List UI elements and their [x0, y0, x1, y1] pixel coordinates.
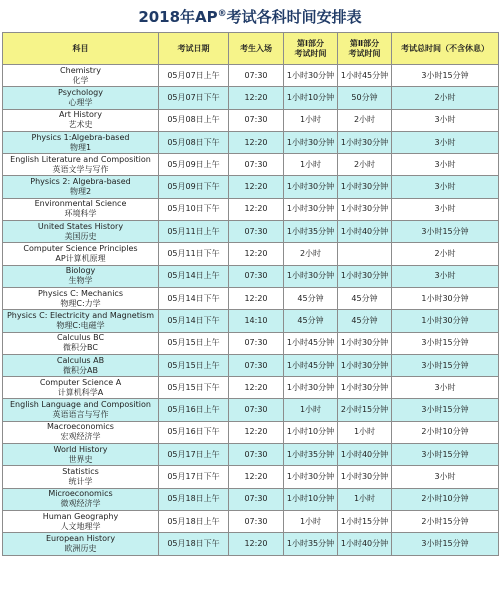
table-row — [3, 176, 499, 198]
subject-english: Physics C: Electricity and Magnetism — [6, 310, 155, 320]
subject-english: Psychology — [58, 87, 103, 97]
table-row — [3, 533, 499, 555]
subject-chinese: 物理C:电磁学 — [56, 320, 105, 330]
total-time-cell: 3小时 — [392, 154, 499, 176]
entry-time-cell: 07:30 — [229, 332, 284, 354]
total-time-cell: 1小时30分钟 — [392, 287, 499, 309]
subject-english: Physics 1:Algebra-based — [31, 132, 130, 142]
subject-english: Physics 2: Algebra-based — [30, 177, 131, 187]
subject-chinese: 世界史 — [68, 454, 93, 464]
part2-time-cell: 50分钟 — [338, 87, 392, 109]
subject-cell — [3, 399, 159, 421]
exam-date-cell: 05月14日下午 — [159, 287, 229, 309]
exam-date-cell: 05月16日下午 — [159, 421, 229, 443]
page-title — [0, 0, 500, 28]
exam-date-cell: 05月09日上午 — [159, 154, 229, 176]
subject-chinese: AP计算机原理 — [55, 254, 106, 264]
exam-date-cell: 05月08日下午 — [159, 131, 229, 153]
table-row — [3, 131, 499, 153]
total-time-cell: 3小时 — [392, 176, 499, 198]
total-time-cell: 3小时 — [392, 198, 499, 220]
subject-english: Macroeconomics — [47, 422, 114, 432]
entry-time-cell: 12:20 — [229, 377, 284, 399]
entry-time-cell: 07:30 — [229, 354, 284, 376]
header-row — [3, 33, 499, 65]
exam-date-cell: 05月14日上午 — [159, 265, 229, 287]
part2-time-cell: 1小时45分钟 — [338, 65, 392, 87]
subject-cell — [3, 87, 159, 109]
entry-time-cell: 07:30 — [229, 154, 284, 176]
subject-chinese: 微积分AB — [63, 365, 98, 375]
total-time-cell: 1小时30分钟 — [392, 310, 499, 332]
table-row — [3, 466, 499, 488]
part1-time-cell: 45分钟 — [284, 310, 338, 332]
exam-date-cell: 05月16日上午 — [159, 399, 229, 421]
subject-chinese: 英语文学与写作 — [52, 164, 109, 174]
subject-cell — [3, 131, 159, 153]
part2-time-cell: 1小时15分钟 — [338, 510, 392, 532]
table-row — [3, 221, 499, 243]
exam-date-cell: 05月15日上午 — [159, 332, 229, 354]
subject-chinese: 物理C:力学 — [60, 298, 101, 308]
subject-cell — [3, 176, 159, 198]
total-time-cell: 3小时 — [392, 377, 499, 399]
part2-time-cell: 1小时 — [338, 488, 392, 510]
subject-english: Environmental Science — [34, 199, 127, 209]
subject-chinese: 化学 — [72, 75, 89, 85]
subject-english: Art History — [59, 110, 102, 120]
subject-english: World History — [53, 444, 108, 454]
subject-cell — [3, 65, 159, 87]
subject-english: Statistics — [62, 466, 99, 476]
subject-cell — [3, 287, 159, 309]
part1-time-cell: 1小时 — [284, 109, 338, 131]
subject-chinese: 美国历史 — [64, 231, 97, 241]
part1-time-cell: 1小时 — [284, 510, 338, 532]
exam-date-cell: 05月15日上午 — [159, 354, 229, 376]
total-time-cell: 3小时 — [392, 131, 499, 153]
table-row — [3, 109, 499, 131]
part1-time-cell: 1小时 — [284, 154, 338, 176]
entry-time-cell: 07:30 — [229, 221, 284, 243]
part2-time-cell: 1小时30分钟 — [338, 377, 392, 399]
part2-time-cell: 1小时30分钟 — [338, 131, 392, 153]
entry-time-cell: 12:20 — [229, 87, 284, 109]
subject-english: Microeconomics — [48, 489, 113, 499]
exam-date-cell: 05月18日下午 — [159, 533, 229, 555]
subject-cell — [3, 221, 159, 243]
table-row — [3, 421, 499, 443]
exam-date-cell: 05月17日上午 — [159, 444, 229, 466]
subject-cell — [3, 421, 159, 443]
table-row — [3, 87, 499, 109]
table-row — [3, 265, 499, 287]
header-part1: 第Ⅰ部分 考试时间 — [284, 33, 338, 65]
subject-english: Human Geography — [42, 511, 119, 521]
exam-schedule-table — [2, 32, 499, 556]
part2-time-cell — [338, 243, 392, 265]
subject-english: Chemistry — [60, 65, 101, 75]
total-time-cell: 3小时15分钟 — [392, 354, 499, 376]
entry-time-cell: 12:20 — [229, 466, 284, 488]
part1-time-cell: 1小时35分钟 — [284, 533, 338, 555]
title-main: 2018年AP — [138, 8, 218, 26]
exam-date-cell: 05月08日上午 — [159, 109, 229, 131]
subject-english: English Language and Composition — [9, 400, 151, 410]
total-time-cell: 3小时 — [392, 109, 499, 131]
total-time-cell: 2小时10分钟 — [392, 421, 499, 443]
part2-time-cell: 2小时 — [338, 154, 392, 176]
part2-time-cell: 1小时30分钟 — [338, 176, 392, 198]
table-row — [3, 510, 499, 532]
subject-chinese: 环境科学 — [64, 209, 97, 219]
part2-time-cell: 1小时40分钟 — [338, 533, 392, 555]
subject-cell — [3, 444, 159, 466]
part1-time-cell: 1小时35分钟 — [284, 444, 338, 466]
total-time-cell: 3小时15分钟 — [392, 399, 499, 421]
part2-time-cell: 1小时30分钟 — [338, 466, 392, 488]
table-row — [3, 198, 499, 220]
total-time-cell: 3小时 — [392, 265, 499, 287]
part1-time-cell: 1小时10分钟 — [284, 87, 338, 109]
table-row — [3, 488, 499, 510]
title-rest: 考试各科时间安排表 — [226, 8, 362, 26]
part1-time-cell: 1小时30分钟 — [284, 265, 338, 287]
exam-date-cell: 05月07日上午 — [159, 65, 229, 87]
part1-time-cell: 1小时30分钟 — [284, 176, 338, 198]
part2-time-cell: 1小时30分钟 — [338, 198, 392, 220]
exam-date-cell: 05月11日下午 — [159, 243, 229, 265]
total-time-cell: 2小时 — [392, 243, 499, 265]
part1-time-cell: 1小时30分钟 — [284, 466, 338, 488]
subject-chinese: 统计学 — [68, 476, 93, 486]
entry-time-cell: 12:20 — [229, 533, 284, 555]
exam-date-cell: 05月09日下午 — [159, 176, 229, 198]
table-row — [3, 243, 499, 265]
total-time-cell: 2小时10分钟 — [392, 488, 499, 510]
total-time-cell: 2小时 — [392, 87, 499, 109]
part2-time-cell: 2小时 — [338, 109, 392, 131]
subject-chinese: 微观经济学 — [60, 499, 101, 509]
exam-date-cell: 05月18日上午 — [159, 510, 229, 532]
entry-time-cell: 12:20 — [229, 198, 284, 220]
subject-cell — [3, 533, 159, 555]
total-time-cell: 2小时15分钟 — [392, 510, 499, 532]
subject-english: Biology — [65, 266, 96, 276]
entry-time-cell: 07:30 — [229, 109, 284, 131]
total-time-cell: 3小时15分钟 — [392, 444, 499, 466]
subject-cell — [3, 154, 159, 176]
table-row — [3, 444, 499, 466]
subject-cell — [3, 466, 159, 488]
part1-time-cell: 1小时45分钟 — [284, 332, 338, 354]
total-time-cell: 3小时15分钟 — [392, 533, 499, 555]
part2-time-cell: 1小时40分钟 — [338, 221, 392, 243]
subject-english: United States History — [37, 221, 124, 231]
table-row — [3, 399, 499, 421]
registered-mark: ® — [217, 9, 227, 19]
entry-time-cell: 14:10 — [229, 310, 284, 332]
subject-chinese: 艺术史 — [68, 120, 93, 130]
subject-english: Calculus BC — [56, 333, 105, 343]
subject-chinese: 英语语言与写作 — [52, 410, 109, 420]
subject-cell — [3, 310, 159, 332]
entry-time-cell: 12:20 — [229, 243, 284, 265]
part1-time-cell: 1小时10分钟 — [284, 488, 338, 510]
part2-time-cell: 1小时30分钟 — [338, 265, 392, 287]
subject-cell — [3, 265, 159, 287]
subject-cell — [3, 109, 159, 131]
table-row — [3, 154, 499, 176]
part1-time-cell: 2小时 — [284, 243, 338, 265]
subject-english: Calculus AB — [56, 355, 105, 365]
part2-time-cell: 1小时 — [338, 421, 392, 443]
table-row — [3, 377, 499, 399]
entry-time-cell: 12:20 — [229, 176, 284, 198]
part2-time-cell: 45分钟 — [338, 310, 392, 332]
part1-time-cell: 1小时35分钟 — [284, 221, 338, 243]
total-time-cell: 3小时 — [392, 466, 499, 488]
part2-time-cell: 1小时30分钟 — [338, 354, 392, 376]
table-row — [3, 310, 499, 332]
header-subject: 科目 — [3, 33, 159, 65]
part1-time-cell: 1小时30分钟 — [284, 65, 338, 87]
subject-chinese: 宏观经济学 — [60, 432, 101, 442]
subject-chinese: 物理1 — [69, 142, 92, 152]
exam-date-cell: 05月15日下午 — [159, 377, 229, 399]
header-entry: 考生入场 — [229, 33, 284, 65]
part1-time-cell: 1小时30分钟 — [284, 198, 338, 220]
exam-date-cell: 05月11日上午 — [159, 221, 229, 243]
part2-time-cell: 1小时30分钟 — [338, 332, 392, 354]
exam-date-cell: 05月17日下午 — [159, 466, 229, 488]
part2-time-cell: 1小时40分钟 — [338, 444, 392, 466]
subject-chinese: 微积分BC — [63, 343, 98, 353]
subject-cell — [3, 243, 159, 265]
subject-chinese: 人文地理学 — [60, 521, 101, 531]
subject-cell — [3, 488, 159, 510]
subject-cell — [3, 332, 159, 354]
total-time-cell: 3小时15分钟 — [392, 221, 499, 243]
subject-english: Computer Science Principles — [23, 244, 138, 254]
header-date: 考试日期 — [159, 33, 229, 65]
subject-chinese: 心理学 — [68, 97, 93, 107]
part1-time-cell: 1小时 — [284, 399, 338, 421]
entry-time-cell: 12:20 — [229, 131, 284, 153]
subject-cell — [3, 198, 159, 220]
table-row — [3, 65, 499, 87]
entry-time-cell: 07:30 — [229, 510, 284, 532]
part2-time-cell: 2小时15分钟 — [338, 399, 392, 421]
table-row — [3, 332, 499, 354]
subject-chinese: 物理2 — [69, 187, 92, 197]
part1-time-cell: 1小时30分钟 — [284, 377, 338, 399]
entry-time-cell: 07:30 — [229, 444, 284, 466]
subject-english: English Literature and Composition — [10, 154, 151, 164]
total-time-cell: 3小时15分钟 — [392, 332, 499, 354]
part1-time-cell: 45分钟 — [284, 287, 338, 309]
subject-chinese: 生物学 — [68, 276, 93, 286]
table-body — [3, 65, 499, 556]
header-total: 考试总时间（不含休息） — [392, 33, 499, 65]
table-row — [3, 354, 499, 376]
subject-english: Physics C: Mechanics — [37, 288, 123, 298]
part2-time-cell: 45分钟 — [338, 287, 392, 309]
subject-cell — [3, 377, 159, 399]
header-part2: 第Ⅱ部分 考试时间 — [338, 33, 392, 65]
entry-time-cell: 12:20 — [229, 287, 284, 309]
table-row — [3, 287, 499, 309]
exam-date-cell: 05月10日下午 — [159, 198, 229, 220]
subject-cell — [3, 354, 159, 376]
entry-time-cell: 07:30 — [229, 265, 284, 287]
entry-time-cell: 07:30 — [229, 399, 284, 421]
exam-date-cell: 05月14日下午 — [159, 310, 229, 332]
entry-time-cell: 07:30 — [229, 65, 284, 87]
entry-time-cell: 12:20 — [229, 421, 284, 443]
subject-chinese: 欧洲历史 — [64, 543, 97, 553]
total-time-cell: 3小时15分钟 — [392, 65, 499, 87]
subject-english: European History — [45, 533, 116, 543]
part1-time-cell: 1小时45分钟 — [284, 354, 338, 376]
exam-date-cell: 05月18日上午 — [159, 488, 229, 510]
part1-time-cell: 1小时10分钟 — [284, 421, 338, 443]
table-header — [3, 33, 499, 65]
subject-cell — [3, 510, 159, 532]
exam-date-cell: 05月07日下午 — [159, 87, 229, 109]
entry-time-cell: 07:30 — [229, 488, 284, 510]
subject-chinese: 计算机科学A — [57, 387, 104, 397]
subject-english: Computer Science A — [39, 377, 122, 387]
part1-time-cell: 1小时30分钟 — [284, 131, 338, 153]
